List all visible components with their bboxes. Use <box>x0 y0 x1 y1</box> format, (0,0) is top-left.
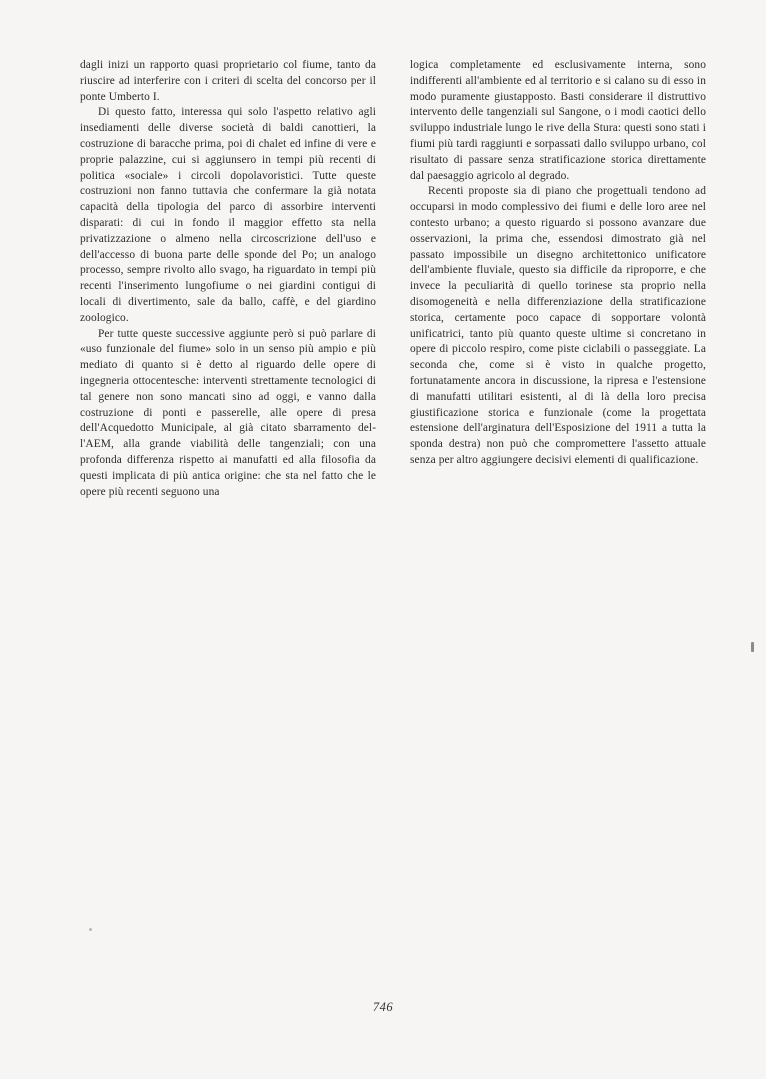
paragraph: Per tutte queste successive aggiunte però si può parlare di «uso funzionale del fiume» solo in un senso più ampio e più mediato di quanto si è detto al riguardo delle opere di ingegneria ottocentesche: interventi strettamente tecnologici di tal genere non sono mancati sino ad oggi, e vanno dalla costruzione di ponti e passerelle, alle opere di presa dell'Acquedotto Municipale, al già citato sbarramento dell'AEM, alla grande viabilità delle tangenziali; con una profonda differenza rispetto ai manufatti ed alla filosofia da questi implicata di più antica origine: che sta nel fatto che le opere più recenti seguono una <box>80 327 376 498</box>
paragraph: Di questo fatto, interessa qui solo l'aspetto relativo agli insediamenti delle diverse società di baldi canottieri, la costruzione di baracche prima, poi di chalet ed infine di vere e proprie palazzine, cui si aggiunsero in tempi più recenti di politica «sociale» i circoli dopolavoristici. Tutte queste costruzioni non fanno tuttavia che confermare la già notata capacità della tipologia del parco di assorbire interventi disparati: di cui in fondo il maggior effetto sta nella privatizzazione o almeno nella circoscrizione dell'uso e dell'accesso di buona parte delle sponde del Po; un analogo processo, sempre rivolto allo svago, ha riguardato in tempi più recenti l'inserimento lungofiume o nei giardini contigui di locali di divertimento, sale da ballo, caffè, e del giardino zoologico. <box>80 106 376 324</box>
right-text-column <box>410 58 706 469</box>
page-number: 746 <box>372 1000 394 1014</box>
paragraph: logica completamente ed esclusivamente interna, sono indifferenti all'ambiente ed al territorio e si calano su di esso in modo puramente giustapposto. Basti considerare il distruttivo intervento delle tangenziali sul Sangone, o i modi caotici dello sviluppo industriale lungo le rive della Stura: questi sono stati i fiumi più tardi raggiunti e sorpassati dallo sviluppo urbano, col risultato di passare senza stratificazione storica direttamente dal paesaggio agricolo al degrado. <box>410 59 706 182</box>
paragraph: dagli inizi un rapporto quasi proprietario col fiume, tanto da riuscire ad interferire con i criteri di scelta del concorso per il ponte Umberto I. <box>80 59 376 103</box>
scan-speck <box>89 928 92 931</box>
left-text-column <box>80 58 376 500</box>
scan-margin-mark <box>751 642 754 652</box>
paragraph: Recenti proposte sia di piano che progettuali tendono ad occuparsi in modo complessivo dei fiumi e delle loro aree nel contesto urbano; a questo riguardo si possono avanzare due osservazioni, la prima che, essendosi dimostrato già nel passato impossibile un disegno architettonico unificatore dell'ambiente fluviale, questo sia difficile da riproporre, e che invece la peculiarità di quello torinese sta proprio nella disomogeneità e nella differenziazione della stratificazione storica, certamente poco capace di sopportare volontà unificatrici, tanto più quanto queste ultime si concretano in opere di piccolo respiro, come piste ciclabili o passeggiate. La seconda che, come si è visto in qualche progetto, fortunatamente ancora in discussione, la ripresa e l'estensione di manufatti utilitari esistenti, al di là della loro precisa giustificazione storica e funzionale (come la progettata estensione dell'arginatura dell'Esposizione del 1911 a tutta la sponda destra) non può che compromettere l'assetto attuale senza per altro aggiungere decisivi elementi di qualificazione. <box>410 185 706 466</box>
